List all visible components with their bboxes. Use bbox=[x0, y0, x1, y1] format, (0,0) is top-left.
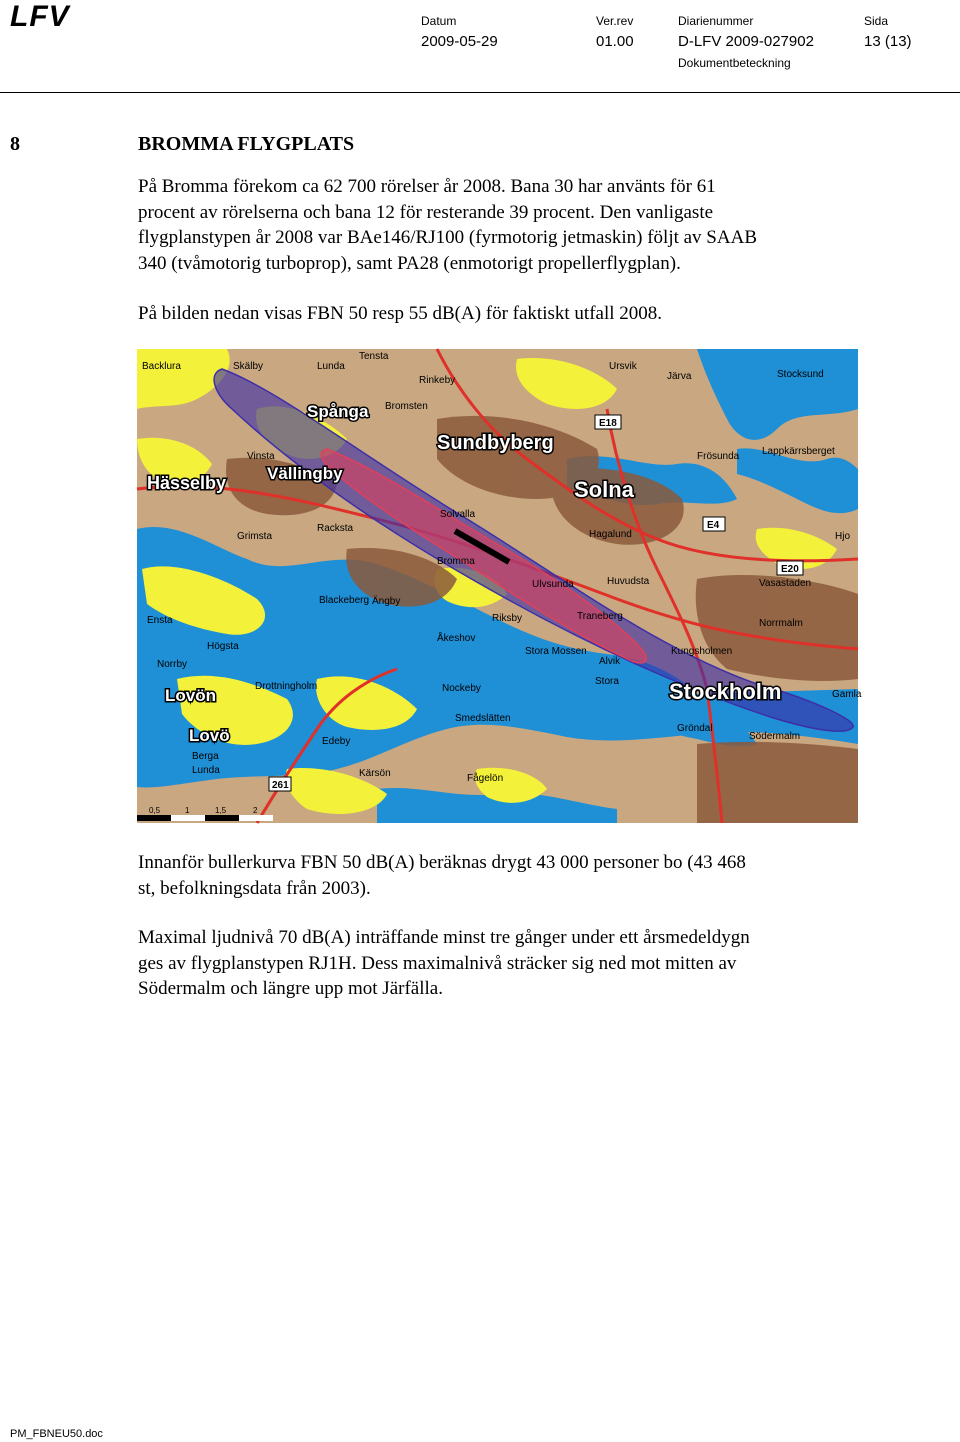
version-value: 01.00 bbox=[596, 33, 634, 50]
scale-tick-label: 1,5 bbox=[215, 806, 227, 815]
label-lovon: Lovön bbox=[165, 686, 216, 705]
paragraph-map-intro bbox=[138, 301, 898, 327]
label-angby: Ängby bbox=[372, 596, 401, 607]
text-line: ges av flygplanstypen RJ1H. Dess maximalnivå sträcker sig ned mot mitten av bbox=[138, 952, 737, 974]
section-title: BROMMA FLYGPLATS bbox=[138, 133, 355, 155]
label-spanga: Spånga bbox=[307, 402, 369, 421]
label-sodermalm: Södermalm bbox=[749, 731, 801, 742]
paragraph-max-level bbox=[138, 925, 898, 1002]
label-hagalund: Hagalund bbox=[589, 529, 632, 540]
scale-tick-label: 2 bbox=[253, 806, 258, 815]
label-rinkeby: Rinkeby bbox=[419, 375, 456, 386]
section-number: 8 bbox=[10, 133, 20, 155]
label-lunda-south: Lunda bbox=[192, 765, 220, 776]
scale-tick-label: 1 bbox=[185, 806, 190, 815]
label-lappkarrsberget: Lappkärrsberget bbox=[762, 446, 835, 457]
label-stockholm: Stockholm bbox=[669, 679, 782, 704]
label-norrmalm: Norrmalm bbox=[759, 618, 803, 629]
label-tensta: Tensta bbox=[359, 351, 389, 362]
label-edeby: Edeby bbox=[322, 736, 351, 747]
label-nockeby: Nockeby bbox=[442, 683, 481, 694]
label-stocksund: Stocksund bbox=[777, 369, 824, 380]
page-number: 13 (13) bbox=[864, 33, 912, 50]
label-skalby: Skälby bbox=[233, 361, 264, 372]
label-grondal: Gröndal bbox=[677, 723, 713, 734]
label-solvalla: Solvalla bbox=[440, 509, 476, 520]
scale-bar-segment bbox=[137, 815, 171, 821]
label-grimsta: Grimsta bbox=[237, 531, 272, 542]
road-label-e4: E4 bbox=[707, 520, 720, 531]
label-hjorthagen: Hjo bbox=[835, 531, 851, 542]
label-lunda: Lunda bbox=[317, 361, 345, 372]
label-solna: Solna bbox=[574, 477, 634, 502]
label-traneberg: Traneberg bbox=[577, 611, 623, 622]
document-designation-label: Dokumentbeteckning bbox=[678, 56, 791, 70]
registration-label: Diarienummer bbox=[678, 14, 754, 28]
label-alvik: Alvik bbox=[599, 656, 621, 667]
road-label-e18: E18 bbox=[599, 418, 617, 429]
label-kungsholmen: Kungsholmen bbox=[671, 646, 733, 657]
label-gamla: Gamla bbox=[832, 689, 862, 700]
paragraph-movements bbox=[138, 174, 898, 276]
label-vasastaden: Vasastaden bbox=[759, 578, 812, 589]
label-huvudsta: Huvudsta bbox=[607, 576, 650, 587]
label-ensta: Ensta bbox=[147, 615, 173, 626]
label-backlura: Backlura bbox=[142, 361, 181, 372]
date-label: Datum bbox=[421, 14, 457, 28]
label-akeshov: Åkeshov bbox=[437, 633, 476, 644]
label-karson: Kärsön bbox=[359, 768, 391, 779]
label-norrby: Norrby bbox=[157, 659, 188, 670]
registration-value: D-LFV 2009-027902 bbox=[678, 33, 814, 50]
label-vinsta: Vinsta bbox=[247, 451, 275, 462]
label-smedslatten: Smedslätten bbox=[455, 713, 511, 724]
map-svg bbox=[137, 349, 862, 823]
road-label-e20: E20 bbox=[781, 564, 799, 575]
label-blackeberg: Blackeberg bbox=[319, 595, 370, 606]
label-bromma: Bromma bbox=[437, 556, 475, 567]
label-ursvik: Ursvik bbox=[609, 361, 637, 372]
text-line: På bilden nedan visas FBN 50 resp 55 dB(A) för faktiskt utfall 2008. bbox=[138, 303, 663, 324]
text-line: Maximal ljudnivå 70 dB(A) inträffande minst tre gånger under ett årsmedeldygn bbox=[138, 927, 750, 948]
label-lovo: Lovö bbox=[189, 726, 230, 745]
label-stora-mossen: Stora Mossen bbox=[525, 646, 587, 657]
noise-contour-map bbox=[137, 349, 862, 823]
date-value: 2009-05-29 bbox=[421, 33, 498, 50]
page-label: Sida bbox=[864, 14, 889, 28]
label-hogsta: Högsta bbox=[207, 641, 239, 652]
label-frosunda: Frösunda bbox=[697, 451, 740, 462]
label-fagelon: Fågelön bbox=[467, 773, 504, 784]
text-line: 340 (tvåmotorig turboprop), samt PA28 (enmotorigt propellerflygplan). bbox=[138, 252, 681, 274]
road-label-261: 261 bbox=[272, 780, 289, 791]
text-line: På Bromma förekom ca 62 700 rörelser år 2008. Bana 30 har använts för 61 bbox=[138, 176, 716, 197]
text-line: procent av rörelserna och bana 12 för resterande 39 procent. Den vanligaste bbox=[138, 201, 714, 223]
label-bromsten: Bromsten bbox=[385, 401, 428, 412]
label-racksta: Racksta bbox=[317, 523, 354, 534]
label-ulvsunda: Ulvsunda bbox=[532, 579, 574, 590]
label-jarva: Järva bbox=[667, 371, 692, 382]
label-vallingby: Vällingby bbox=[267, 464, 343, 483]
header-divider bbox=[0, 92, 960, 93]
paragraph-population bbox=[138, 850, 898, 901]
label-hasselby: Hässelby bbox=[147, 473, 227, 493]
lfv-logo: LFV bbox=[10, 0, 70, 33]
scale-tick-label: 0,5 bbox=[149, 806, 161, 815]
scale-bar-segment bbox=[205, 815, 239, 821]
label-stora: Stora bbox=[595, 676, 619, 687]
label-riksby: Riksby bbox=[492, 613, 523, 624]
text-line: flygplanstypen år 2008 var BAe146/RJ100 (fyrmotorig jetmaskin) följt av SAAB bbox=[138, 227, 757, 248]
text-line: Innanför bullerkurva FBN 50 dB(A) beräknas drygt 43 000 personer bo (43 468 bbox=[138, 852, 746, 873]
version-label: Ver.rev bbox=[596, 14, 634, 28]
label-drottningholm: Drottningholm bbox=[255, 681, 318, 692]
label-berga: Berga bbox=[192, 751, 219, 762]
label-sundbyberg: Sundbyberg bbox=[437, 432, 554, 454]
text-line: st, befolkningsdata från 2003). bbox=[138, 877, 371, 899]
text-line: Södermalm och längre upp mot Järfälla. bbox=[138, 978, 443, 999]
footer-filename: PM_FBNEU50.doc bbox=[10, 1428, 103, 1440]
